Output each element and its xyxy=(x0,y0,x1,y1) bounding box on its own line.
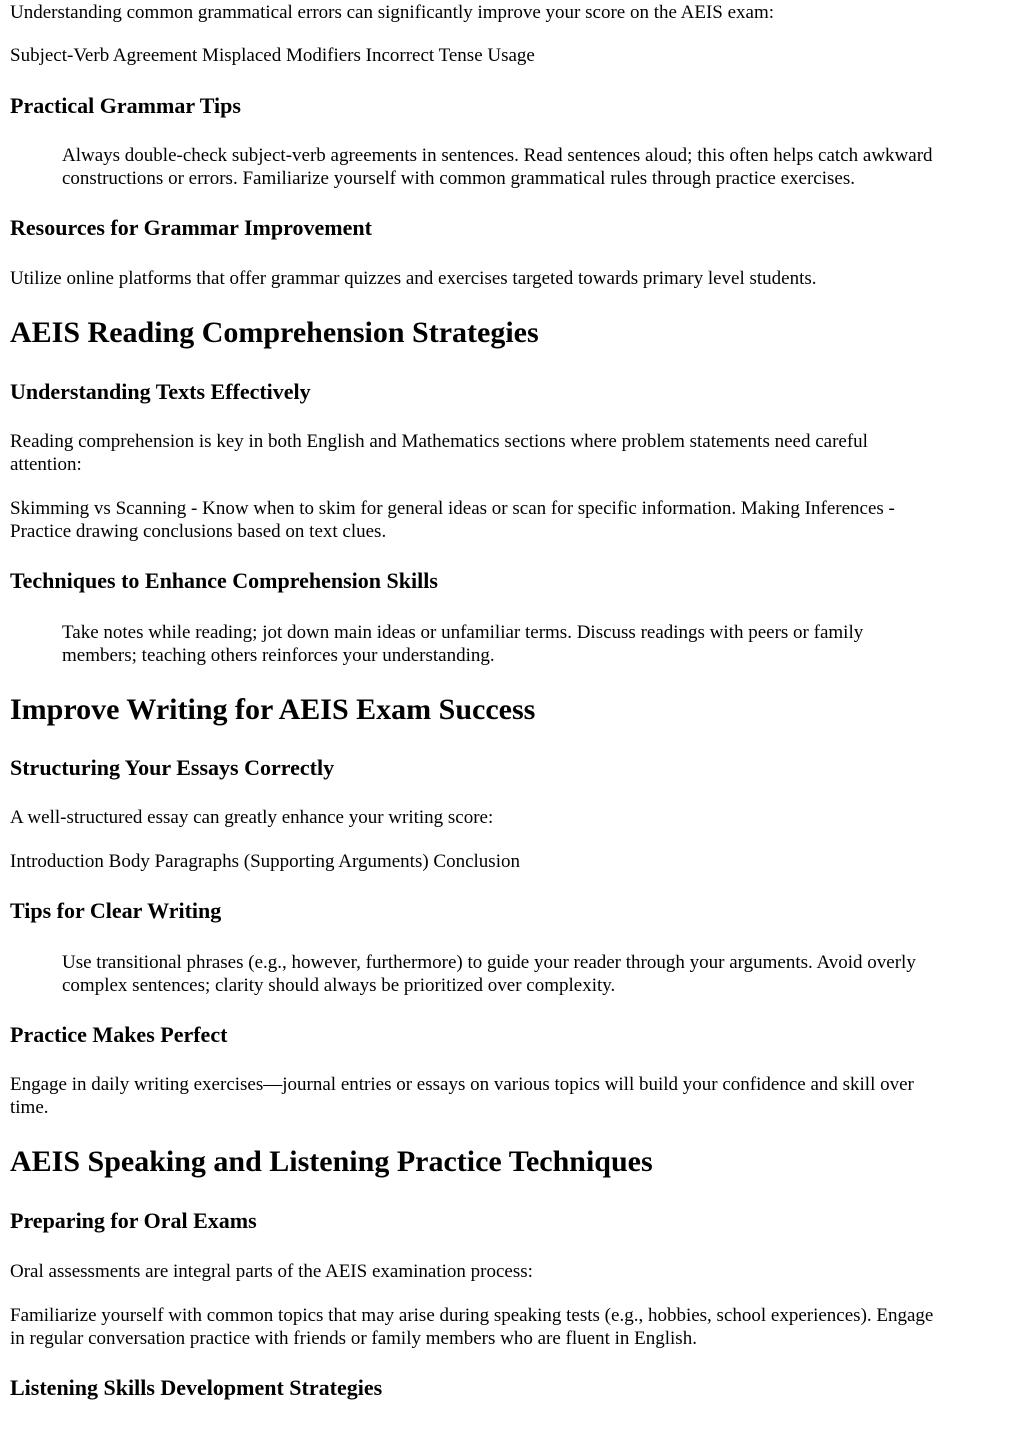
grammar-resources-heading: Resources for Grammar Improvement xyxy=(10,215,372,240)
reading-intro-line: attention: xyxy=(10,454,82,475)
essay-structure-list: Introduction Body Paragraphs (Supporting Arguments) Conclusion xyxy=(10,851,520,872)
understanding-texts-heading: Understanding Texts Effectively xyxy=(10,379,311,404)
comprehension-techniques-line: Take notes while reading; jot down main ideas or unfamiliar terms. Discuss readings with peers or family xyxy=(62,622,864,643)
oral-exams-list-line: in regular conversation practice with friends or family members who are fluent in English. xyxy=(10,1328,697,1349)
comprehension-techniques-heading: Techniques to Enhance Comprehension Skills xyxy=(10,568,438,593)
oral-exams-intro: Oral assessments are integral parts of the AEIS examination process: xyxy=(10,1261,533,1282)
grammar-tips-line: Always double-check subject-verb agreements in sentences. Read sentences aloud; this often helps catch awkward xyxy=(62,145,933,166)
clear-writing-tips-heading: Tips for Clear Writing xyxy=(10,898,222,923)
oral-exams-heading: Preparing for Oral Exams xyxy=(10,1208,257,1233)
reading-intro-line: Reading comprehension is key in both English and Mathematics sections where problem statements need careful xyxy=(10,431,868,452)
listening-skills-heading: Listening Skills Development Strategies xyxy=(10,1375,383,1400)
clear-writing-line: complex sentences; clarity should always be prioritized over complexity. xyxy=(62,975,616,996)
practical-grammar-tips-heading: Practical Grammar Tips xyxy=(10,93,241,118)
practice-text-line: Engage in daily writing exercises—journal entries or essays on various topics will build your confidence and skill over xyxy=(10,1074,914,1095)
practice-makes-perfect-heading: Practice Makes Perfect xyxy=(10,1022,228,1047)
reading-section-heading: AEIS Reading Comprehension Strategies xyxy=(10,316,539,349)
oral-exams-list-line: Familiarize yourself with common topics that may arise during speaking tests (e.g., hobbies, school experiences). Engage xyxy=(10,1305,934,1326)
reading-strategy-list-line: Skimming vs Scanning - Know when to skim for general ideas or scan for specific information. Making Inferences - xyxy=(10,498,895,519)
clear-writing-line: Use transitional phrases (e.g., however, furthermore) to guide your reader through your arguments. Avoid overly xyxy=(62,952,916,973)
comprehension-techniques-line: members; teaching others reinforces your understanding. xyxy=(62,645,495,666)
structuring-essays-heading: Structuring Your Essays Correctly xyxy=(10,755,335,780)
grammar-error-list: Subject-Verb Agreement Misplaced Modifiers Incorrect Tense Usage xyxy=(10,45,535,66)
practice-text-line: time. xyxy=(10,1097,49,1118)
grammar-tips-line: constructions or errors. Familiarize yourself with common grammatical rules through practice exercises. xyxy=(62,168,855,189)
writing-section-heading: Improve Writing for AEIS Exam Success xyxy=(10,693,536,726)
speaking-section-heading: AEIS Speaking and Listening Practice Techniques xyxy=(10,1145,653,1178)
grammar-resources-text: Utilize online platforms that offer grammar quizzes and exercises targeted towards primary level students. xyxy=(10,268,817,289)
grammar-intro: Understanding common grammatical errors can significantly improve your score on the AEIS exam: xyxy=(10,2,775,23)
reading-strategy-list-line: Practice drawing conclusions based on text clues. xyxy=(10,521,387,542)
structuring-intro: A well-structured essay can greatly enhance your writing score: xyxy=(10,807,494,828)
